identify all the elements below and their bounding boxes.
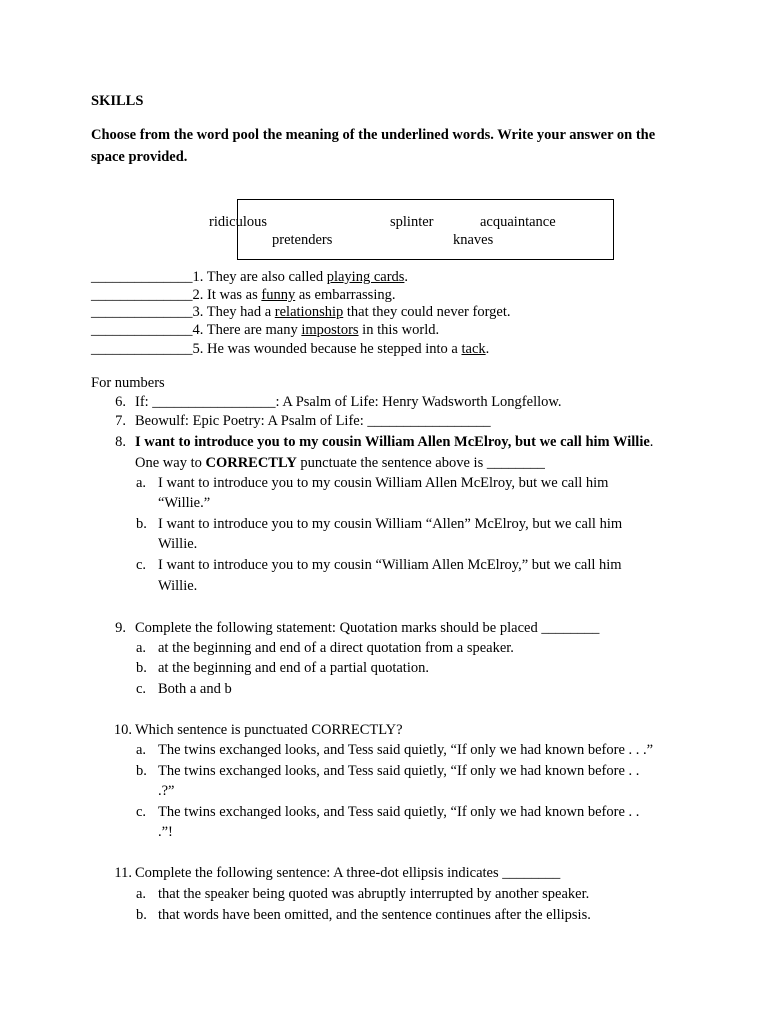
underlined-word: funny	[261, 287, 296, 303]
section-heading: SKILLS	[91, 93, 144, 109]
word-pool-pretenders: pretenders	[272, 232, 333, 248]
option-letter-b: b.	[136, 763, 147, 779]
option-letter-a: a.	[136, 640, 147, 656]
q8-prompt: One way to CORRECTLY punctuate the sentence above is ________	[135, 455, 545, 471]
q9-option-b[interactable]: at the beginning and end of a partial quotation.	[158, 660, 429, 676]
word-pool-ridiculous: ridiculous	[209, 214, 267, 230]
vocab-item-1: ______________1. They are also called playing cards.	[91, 269, 409, 285]
word-pool-acquaintance: acquaintance	[480, 214, 556, 230]
option-letter-b: b.	[136, 516, 147, 532]
q6-text: If: _________________: A Psalm of Life: Henry Wadsworth Longfellow.	[135, 394, 562, 410]
q9-number: 9.	[115, 620, 126, 636]
instructions-line-1: Choose from the word pool the meaning of the underlined words. Write your answer on the	[91, 127, 656, 143]
q10-option-c-line1[interactable]: The twins exchanged looks, and Tess said quietly, “If only we had known before . .	[158, 804, 640, 820]
q7-number: 7.	[115, 413, 126, 429]
q8-option-a-line2[interactable]: “Willie.”	[158, 495, 211, 511]
option-letter-a: a.	[136, 886, 147, 902]
q9-question: Complete the following statement: Quotation marks should be placed ________	[135, 620, 600, 636]
q10-option-a[interactable]: The twins exchanged looks, and Tess said quietly, “If only we had known before . . .”	[158, 742, 654, 758]
q7-text: Beowulf: Epic Poetry: A Psalm of Life: _________________	[135, 413, 491, 429]
q6-number: 6.	[115, 394, 126, 410]
q11-option-b[interactable]: that words have been omitted, and the sentence continues after the ellipsis.	[158, 907, 591, 923]
option-letter-c: c.	[136, 557, 147, 573]
q8-option-c-line1[interactable]: I want to introduce you to my cousin “William Allen McElroy,” but we call him	[158, 557, 622, 573]
word-pool-splinter: splinter	[390, 214, 434, 230]
vocab-item-4: ______________4. There are many impostors in this world.	[91, 322, 440, 338]
q10-question: Which sentence is punctuated CORRECTLY?	[135, 722, 403, 738]
option-letter-c: c.	[136, 804, 147, 820]
underlined-word: tack	[461, 341, 486, 357]
vocab-item-2: ______________2. It was as funny as embarrassing.	[91, 287, 396, 303]
q9-option-c[interactable]: Both a and b	[158, 681, 232, 697]
q9-option-a[interactable]: at the beginning and end of a direct quotation from a speaker.	[158, 640, 514, 656]
answer-blank[interactable]: ______________	[91, 322, 193, 338]
answer-blank[interactable]: ______________	[91, 341, 193, 357]
q11-question: Complete the following sentence: A three-dot ellipsis indicates ________	[135, 865, 561, 881]
option-letter-b: b.	[136, 907, 147, 923]
underlined-word: relationship	[274, 304, 344, 320]
q11-option-a[interactable]: that the speaker being quoted was abruptly interrupted by another speaker.	[158, 886, 590, 902]
q8-question: I want to introduce you to my cousin William Allen McElroy, but we call him Willie.	[135, 434, 654, 450]
q8-number: 8.	[115, 434, 126, 450]
q10-number: 10.	[113, 722, 132, 738]
q10-option-b-line2[interactable]: .?”	[158, 783, 175, 799]
instructions-line-2: space provided.	[91, 149, 188, 165]
answer-blank[interactable]: ______________	[91, 287, 193, 303]
word-pool-knaves: knaves	[453, 232, 494, 248]
option-letter-a: a.	[136, 475, 147, 491]
q10-option-c-line2[interactable]: .”!	[158, 824, 173, 840]
option-letter-c: c.	[136, 681, 147, 697]
q11-number: 11.	[114, 865, 132, 881]
q8-option-c-line2[interactable]: Willie.	[158, 578, 198, 594]
option-letter-a: a.	[136, 742, 147, 758]
answer-blank[interactable]: ______________	[91, 269, 193, 285]
q8-option-a-line1[interactable]: I want to introduce you to my cousin William Allen McElroy, but we call him	[158, 475, 609, 491]
vocab-item-3: ______________3. They had a relationship that they could never forget.	[91, 304, 511, 320]
for-numbers-label: For numbers	[91, 375, 165, 391]
vocab-item-5: ______________5. He was wounded because he stepped into a tack.	[91, 341, 490, 357]
q8-option-b-line2[interactable]: Willie.	[158, 536, 198, 552]
option-letter-b: b.	[136, 660, 147, 676]
q8-option-b-line1[interactable]: I want to introduce you to my cousin William “Allen” McElroy, but we call him	[158, 516, 623, 532]
underlined-word: impostors	[301, 322, 359, 338]
answer-blank[interactable]: ______________	[91, 304, 193, 320]
q10-option-b-line1[interactable]: The twins exchanged looks, and Tess said quietly, “If only we had known before . .	[158, 763, 640, 779]
underlined-word: playing cards	[326, 269, 405, 285]
